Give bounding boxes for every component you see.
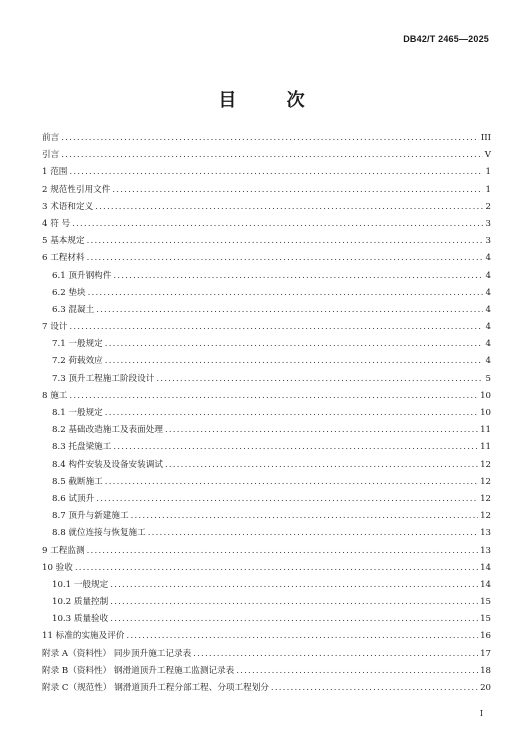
toc-entry-page: 18 [480, 665, 491, 676]
toc-entry-label: 9 工程监测 [42, 545, 85, 556]
toc-leader-dots [69, 319, 483, 336]
toc-leader-dots [105, 353, 483, 370]
toc-leader-dots [69, 388, 478, 405]
toc-entry-label: 2 规范性引用文件 [42, 184, 111, 195]
toc-entry-label: 4 符 号 [42, 218, 71, 229]
toc-entry-label: 10.3 质量验收 [52, 614, 109, 625]
toc-entry[interactable] [42, 353, 491, 370]
toc-leader-dots [75, 560, 478, 577]
toc-entry[interactable] [42, 250, 491, 267]
toc-entry[interactable] [42, 268, 491, 285]
table-of-contents [42, 130, 491, 697]
toc-entry-page: 11 [480, 442, 491, 453]
toc-entry[interactable] [42, 336, 491, 353]
toc-entry-label: 8.2 基础改造施工及表面处理 [52, 425, 163, 436]
toc-entry[interactable] [42, 164, 491, 181]
toc-entry-page: 12 [480, 476, 491, 487]
toc-entry-page: III [480, 133, 491, 143]
toc-leader-dots [193, 646, 478, 663]
toc-entry-page: 16 [480, 631, 491, 642]
toc-entry[interactable] [42, 560, 491, 577]
toc-leader-dots [113, 268, 483, 285]
toc-entry[interactable] [42, 577, 491, 594]
toc-leader-dots [165, 422, 478, 439]
toc-leader-dots [110, 611, 478, 628]
toc-entry[interactable] [42, 302, 491, 319]
toc-entry-label: 6.2 垫块 [52, 287, 86, 298]
toc-entry[interactable] [42, 525, 491, 542]
toc-leader-dots [96, 491, 478, 508]
toc-entry-label: 8.7 顶升与新建施工 [52, 511, 129, 522]
toc-leader-dots [105, 336, 483, 353]
toc-entry-label: 6.3 混凝土 [52, 304, 95, 315]
toc-entry-label: 10.2 质量控制 [52, 597, 109, 608]
toc-leader-dots [87, 543, 478, 560]
toc-entry-label: 8.4 构件安装及设备安装调试 [52, 459, 163, 470]
toc-entry[interactable] [42, 233, 491, 250]
toc-entry[interactable] [42, 457, 491, 474]
toc-entry-page: 4 [485, 304, 491, 315]
toc-entry-label: 8.8 就位连接与恢复施工 [52, 528, 146, 539]
toc-entry-page: 4 [485, 322, 491, 333]
toc-entry-page: 10 [480, 390, 491, 401]
toc-entry-page: 14 [480, 562, 491, 573]
toc-entry[interactable] [42, 474, 491, 491]
page-number: I [479, 709, 483, 718]
toc-entry-label: 7.3 顶升工程施工阶段设计 [52, 373, 155, 384]
toc-entry-page: 4 [485, 287, 491, 298]
toc-entry-page: 15 [480, 597, 491, 608]
toc-entry-page: 1 [485, 184, 491, 195]
toc-entry-page: 4 [485, 339, 491, 350]
toc-leader-dots [69, 164, 483, 181]
toc-entry-page: 12 [480, 511, 491, 522]
toc-entry-label: 8.6 试顶升 [52, 493, 95, 504]
toc-entry-page: 17 [480, 648, 491, 659]
toc-entry-label: 附录 A（资料性） 同步顶升施工记录表 [42, 648, 192, 659]
toc-entry-label: 7.1 一般规定 [52, 339, 103, 350]
toc-entry[interactable] [42, 422, 491, 439]
toc-leader-dots [113, 439, 478, 456]
toc-entry-page: V [484, 150, 491, 161]
toc-leader-dots [156, 371, 483, 388]
toc-entry-label: 5 基本规定 [42, 236, 85, 247]
toc-leader-dots [105, 405, 478, 422]
toc-leader-dots [148, 525, 478, 542]
toc-entry[interactable] [42, 628, 491, 645]
toc-entry-label: 11 标准的实施及评价 [42, 631, 125, 642]
toc-entry-page: 12 [480, 493, 491, 504]
toc-entry-label: 3 术语和定义 [42, 201, 94, 212]
toc-leader-dots [72, 216, 483, 233]
toc-entry-label: 6.1 顶升钢构件 [52, 270, 112, 281]
toc-entry-page: 13 [480, 545, 491, 556]
toc-leader-dots [105, 474, 478, 491]
toc-entry-page: 11 [480, 425, 491, 436]
toc-entry-label: 8.1 一般规定 [52, 408, 103, 418]
toc-leader-dots [110, 577, 478, 594]
toc-entry[interactable] [42, 646, 491, 663]
toc-entry-label: 7 设计 [42, 322, 68, 333]
toc-entry[interactable] [42, 508, 491, 525]
toc-entry-page: 12 [480, 459, 491, 470]
toc-leader-dots [165, 457, 478, 474]
toc-leader-dots [87, 233, 483, 250]
toc-entry[interactable] [42, 611, 491, 628]
toc-entry-label: 8.3 托盘梁施工 [52, 442, 112, 453]
toc-entry[interactable] [42, 594, 491, 611]
toc-entry-page: 4 [485, 356, 491, 367]
toc-entry-page: 1 [485, 167, 491, 178]
standard-code: DB42/T 2465—2025 [403, 34, 489, 44]
toc-leader-dots [131, 508, 479, 525]
toc-entry-label: 8 施工 [42, 390, 68, 401]
toc-entry-label: 前言 [42, 133, 60, 143]
toc-entry-label: 1 范围 [42, 167, 68, 178]
toc-leader-dots [236, 663, 478, 680]
toc-entry-page: 15 [480, 614, 491, 625]
toc-leader-dots [88, 285, 483, 302]
toc-entry[interactable] [42, 491, 491, 508]
toc-entry[interactable] [42, 663, 491, 680]
toc-leader-dots [61, 147, 483, 164]
toc-entry[interactable] [42, 543, 491, 560]
toc-entry[interactable] [42, 199, 491, 216]
toc-entry[interactable] [42, 147, 491, 164]
toc-entry-label: 8.5 截断施工 [52, 476, 103, 487]
toc-entry-label: 10.1 一般规定 [52, 579, 109, 590]
toc-entry[interactable] [42, 371, 491, 388]
toc-leader-dots [110, 594, 478, 611]
toc-leader-dots [112, 182, 483, 199]
toc-leader-dots [95, 199, 483, 216]
toc-entry[interactable] [42, 216, 491, 233]
toc-entry-page: 14 [480, 579, 491, 590]
toc-entry[interactable] [42, 405, 491, 422]
toc-entry[interactable] [42, 439, 491, 456]
toc-entry-label: 6 工程材料 [42, 253, 85, 264]
toc-entry-page: 2 [485, 201, 491, 212]
page-title: 目 次 [218, 90, 327, 111]
toc-leader-dots [126, 628, 478, 645]
toc-entry[interactable] [42, 130, 491, 147]
toc-entry-page: 4 [485, 253, 491, 264]
toc-entry-label: 附录 C（规范性） 钢滑道顶升工程分部工程、分项工程划分 [42, 683, 269, 693]
toc-entry[interactable] [42, 285, 491, 302]
toc-leader-dots [87, 250, 483, 267]
toc-entry-page: 10 [480, 408, 491, 418]
toc-entry-page: 3 [485, 218, 491, 229]
toc-entry-page: 20 [480, 683, 491, 693]
toc-entry-label: 10 验收 [42, 562, 73, 573]
toc-entry[interactable] [42, 680, 491, 697]
toc-leader-dots [271, 680, 478, 697]
toc-leader-dots [61, 130, 479, 147]
toc-entry-label: 7.2 荷载效应 [52, 356, 103, 367]
toc-entry-label: 附录 B（资料性） 钢滑道顶升工程施工监测记录表 [42, 665, 235, 676]
toc-entry-page: 4 [485, 270, 491, 281]
toc-leader-dots [96, 302, 483, 319]
toc-entry[interactable] [42, 319, 491, 336]
toc-entry-page: 13 [480, 528, 491, 539]
toc-entry-label: 引言 [42, 150, 60, 161]
toc-entry[interactable] [42, 388, 491, 405]
toc-entry-page: 5 [485, 373, 491, 384]
toc-entry-page: 3 [485, 236, 491, 247]
toc-entry[interactable] [42, 182, 491, 199]
